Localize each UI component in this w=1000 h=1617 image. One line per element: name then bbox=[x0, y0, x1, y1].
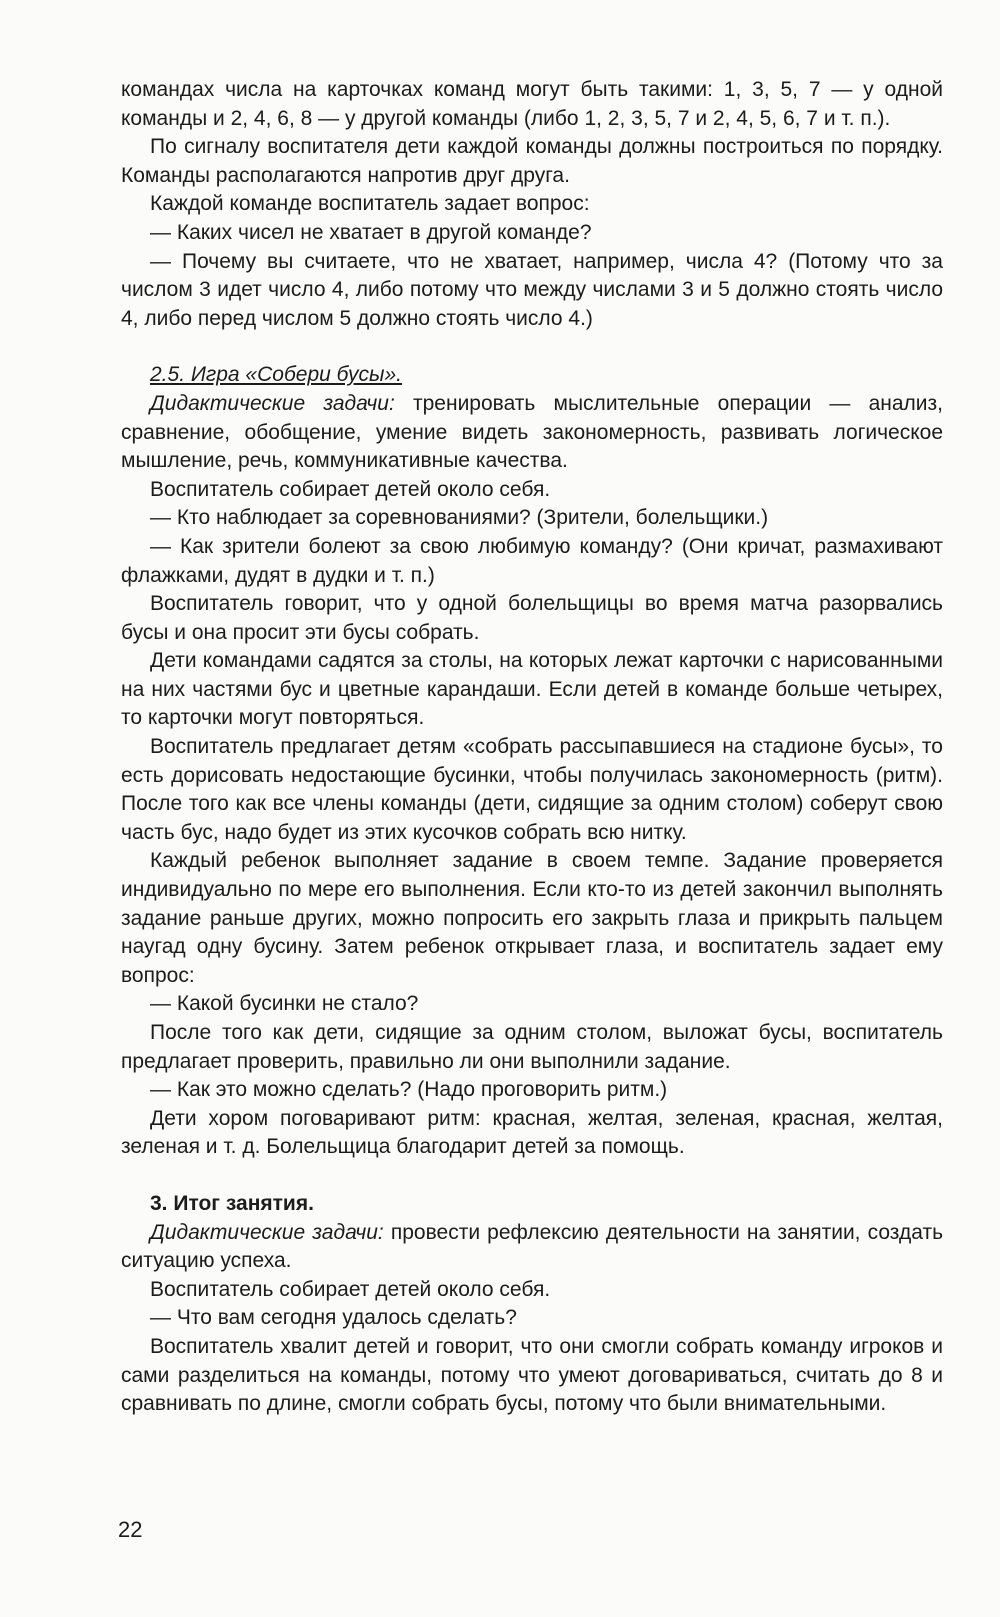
dialogue-line: — Как зрители болеют за свою любимую команду? (Они кричат, размахивают флажками, дудят в дудки и т. п.) bbox=[121, 534, 943, 587]
didactic-tasks-text: тренировать мыслительные операции — анализ, сравнение, обобщение, умение видеть закономерность, развивать логическое мышление, речь, коммуникативные качества. bbox=[121, 391, 943, 473]
paragraph: командах числа на карточках команд могут быть такими: 1, 3, 5, 7 — у одной команды и 2, 4, 6, 8 — у другой команды (либо 1, 2, 3, 5, 7 и 2, 4, 5, 6, 7 и т. п.). bbox=[121, 78, 943, 130]
paragraph: Каждый ребенок выполняет задание в своем темпе. Задание проверяется индивидуально по мере его выполнения. Если кто-то из детей закончил выполнять задание раньше других, можно попросить его закрыть глаза и прикрыть пальцем наугад одну бусину. Затем ребенок открывает глаза, и воспитатель задает ему вопрос: bbox=[121, 849, 943, 987]
didactic-tasks-text: провести рефлексию деятельности на занятии, создать ситуацию успеха. bbox=[121, 1220, 944, 1273]
didactic-tasks-label: Дидактические задачи: bbox=[150, 391, 395, 415]
paragraph: Воспитатель говорит, что у одной болельщицы во время матча разорвались бусы и она просит эти бусы собрать. bbox=[121, 592, 943, 644]
paragraph: По сигналу воспитателя дети каждой команды должны построиться по порядку. Команды располагаются напротив друг друга. bbox=[121, 135, 943, 187]
dialogue-line: — Почему вы считаете, что не хватает, например, числа 4? (Потому что за числом 3 идет число 4, либо потому что между числами 3 и 5 должно стоять число 4, либо перед числом 5 должно стоять число 4.) bbox=[121, 249, 943, 330]
paragraph: Воспитатель собирает детей около себя. bbox=[150, 477, 551, 501]
dialogue-line: — Какой бусинки не стало? bbox=[150, 992, 419, 1016]
page-body bbox=[121, 76, 943, 1419]
didactic-tasks bbox=[121, 390, 943, 476]
paragraph: После того как дети, сидящие за одним столом, выложат бусы, воспитатель предлагает проверить, правильно ли они выполнили задание. bbox=[121, 1021, 943, 1073]
paragraph: Каждой команде воспитатель задает вопрос: bbox=[150, 192, 590, 216]
paragraph: Дети хором поговаривают ритм: красная, желтая, зеленая, красная, желтая, зеленая и т. д. Болельщица благодарит детей за помощь. bbox=[121, 1106, 943, 1159]
section-title-2-5 bbox=[121, 361, 943, 390]
page-number: 22 bbox=[118, 1517, 143, 1542]
dialogue-line: — Кто наблюдает за соревнованиями? (Зрители, болельщики.) bbox=[150, 506, 769, 530]
dialogue-line: — Как это можно сделать? (Надо проговорить ритм.) bbox=[150, 1078, 668, 1102]
dialogue-line: — Каких чисел не хватает в другой команде? bbox=[150, 220, 592, 244]
paragraph: Воспитатель хвалит детей и говорит, что они смогли собрать команду игроков и сами разделиться на команды, потому что умеют договариваться, считать до 8 и сравнивать по длине, смогли собрать бусы, потому что были внимательными. bbox=[121, 1334, 943, 1416]
didactic-tasks bbox=[121, 1219, 943, 1276]
section-title-text: 2.5. Игра «Собери бусы». bbox=[150, 363, 402, 387]
didactic-tasks-label: Дидактические задачи: bbox=[150, 1220, 384, 1244]
paragraph: Воспитатель предлагает детям «собрать рассыпавшиеся на стадионе бусы», то есть дорисовать недостающие бусинки, чтобы получилась закономерность (ритм). После того как все члены команды (дети, сидящие за одним столом) соберут свою часть бус, надо будет из этих кусочков собрать всю нитку. bbox=[121, 735, 943, 844]
dialogue-line: — Что вам сегодня удалось сделать? bbox=[150, 1306, 517, 1330]
paragraph: Воспитатель собирает детей около себя. bbox=[150, 1277, 551, 1301]
paragraph: Дети командами садятся за столы, на которых лежат карточки с нарисованными на них частями бус и цветные карандаши. Если детей в команде больше четырех, то карточки могут повторяться. bbox=[121, 649, 943, 730]
section-title-3: 3. Итог занятия. bbox=[150, 1191, 314, 1215]
